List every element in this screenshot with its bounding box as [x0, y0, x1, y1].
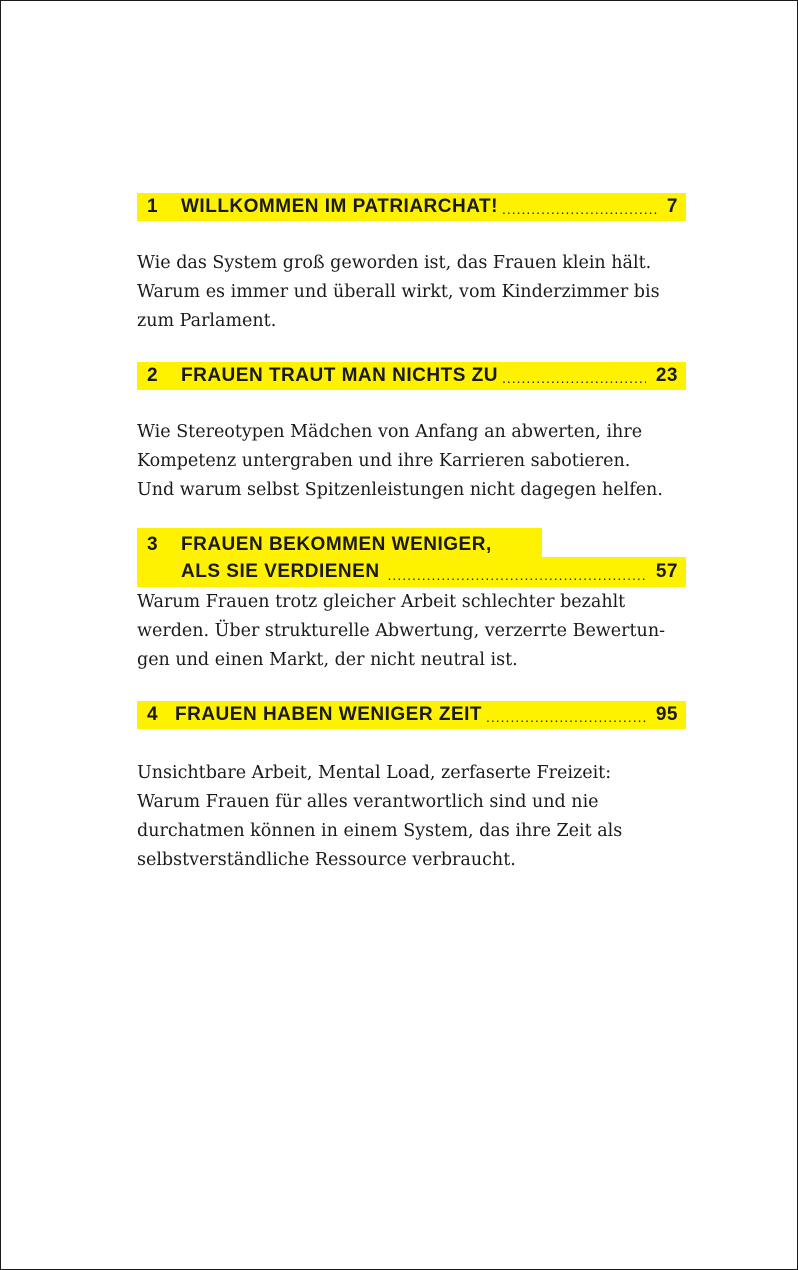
- chapter-2-description: [137, 418, 697, 505]
- chapter-page-number: 23: [655, 365, 678, 386]
- chapter-title: FRAUEN TRAUT MAN NICHTS ZU: [181, 365, 498, 386]
- description-line: zum Parlament.: [137, 311, 277, 331]
- description-line: Warum Frauen trotz gleicher Arbeit schlechter bezahlt: [137, 592, 626, 612]
- dot-leader: [388, 567, 646, 587]
- chapter-page-number: 95: [655, 704, 678, 725]
- description-line: Wie das System groß geworden ist, das Frauen klein hält.: [137, 253, 652, 273]
- chapter-3-description: [137, 588, 697, 675]
- chapter-title-line-2: [137, 557, 686, 587]
- description-line: werden. Über strukturelle Abwertung, verzerrte Bewertun-: [137, 621, 665, 641]
- chapter-2-heading[interactable]: [137, 362, 686, 390]
- chapter-number: 2: [147, 365, 159, 386]
- description-line: Warum es immer und überall wirkt, vom Kinderzimmer bis: [137, 282, 660, 302]
- description-line: gen und einen Markt, der nicht neutral ist.: [137, 650, 518, 670]
- chapter-number: 3: [147, 533, 159, 555]
- chapter-title: WILLKOMMEN IM PATRIARCHAT!: [181, 196, 498, 217]
- description-line: Und warum selbst Spitzenleistungen nicht dagegen helfen.: [137, 480, 663, 500]
- chapter-title: FRAUEN BEKOMMEN WENIGER,: [181, 533, 492, 555]
- chapter-page-number: 7: [666, 196, 678, 217]
- chapter-1-description: [137, 249, 697, 336]
- chapter-number: 1: [147, 196, 159, 217]
- chapter-3-heading[interactable]: [137, 528, 686, 590]
- description-line: Wie Stereotypen Mädchen von Anfang an abwerten, ihre: [137, 422, 643, 442]
- chapter-page-number: 57: [655, 561, 678, 582]
- chapter-number: 4: [147, 704, 159, 725]
- dot-leader: [486, 709, 646, 729]
- chapter-4-heading[interactable]: [137, 701, 686, 729]
- dot-leader: [502, 370, 646, 390]
- description-line: Kompetenz untergraben und ihre Karrieren sabotieren.: [137, 451, 631, 471]
- chapter-1-heading[interactable]: [137, 193, 686, 221]
- dot-leader: [502, 201, 657, 221]
- chapter-title: FRAUEN HABEN WENIGER ZEIT: [175, 704, 482, 725]
- chapter-title: ALS SIE VERDIENEN: [181, 561, 380, 582]
- description-line: Warum Frauen für alles verantwortlich sind und nie: [137, 792, 599, 812]
- description-line: durchatmen können in einem System, das ihre Zeit als: [137, 821, 623, 841]
- description-line: selbstverständliche Ressource verbraucht.: [137, 850, 516, 870]
- chapter-4-description: [137, 759, 697, 875]
- description-line: Unsichtbare Arbeit, Mental Load, zerfaserte Freizeit:: [137, 763, 612, 783]
